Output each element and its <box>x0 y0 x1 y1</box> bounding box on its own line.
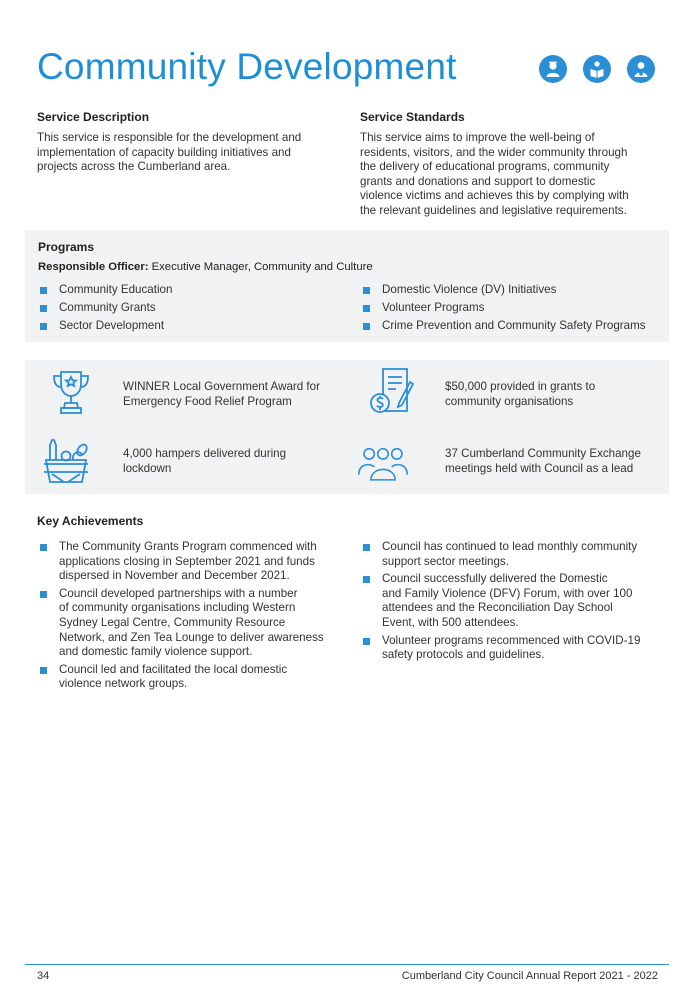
page-number: 34 <box>37 970 50 982</box>
grant-document-icon <box>365 365 417 417</box>
trophy-icon <box>45 366 97 418</box>
list-item: Community Grants <box>38 301 172 316</box>
person-icon <box>539 55 567 83</box>
hamper-basket-icon <box>40 436 92 488</box>
page-title: Community Development <box>37 46 457 87</box>
list-item: The Community Grants Program commenced with applications closing in September 2021 and funds dispersed in November and December 2021. <box>38 540 338 584</box>
stat-meetings-text: 37 Cumberland Community Exchange meetings held with Council as a lead <box>445 447 641 475</box>
programs-list-right <box>361 283 646 337</box>
programs-panel <box>25 230 669 342</box>
person-badge-icon <box>627 55 655 83</box>
group-people-icon <box>357 440 409 492</box>
list-item: Council developed partnerships with a number of community organisations including Western Sydney Legal Centre, Community Resource Network, and Zen Tea Lounge to deliver awareness and domestic family violence support. <box>38 587 338 660</box>
reading-person-icon <box>583 55 611 83</box>
stats-panel <box>25 360 669 494</box>
key-achievements-heading: Key Achievements <box>37 514 144 528</box>
responsible-officer: Responsible Officer: Executive Manager, Community and Culture <box>38 261 373 273</box>
report-title: Cumberland City Council Annual Report 2021 - 2022 <box>401 970 658 982</box>
list-item: Council successfully delivered the Domestic and Family Violence (DFV) Forum, with over 100 attendees and the Reconciliation Day School Event, with 500 attendees. <box>361 572 671 630</box>
service-description-text: This service is responsible for the development and implementation of capacity building initiatives and projects across the Cumberland area. <box>37 131 302 174</box>
list-item: Crime Prevention and Community Safety Programs <box>361 319 646 334</box>
stat-award-text: WINNER Local Government Award for Emergency Food Relief Program <box>123 380 320 408</box>
programs-list-left <box>38 283 172 337</box>
list-item: Council led and facilitated the local domestic violence network groups. <box>38 663 338 692</box>
achievements-list-left <box>38 540 338 695</box>
list-item: Council has continued to lead monthly community support sector meetings. <box>361 540 671 569</box>
list-item: Domestic Violence (DV) Initiatives <box>361 283 646 298</box>
list-item: Volunteer Programs <box>361 301 646 316</box>
stat-grants-text: $50,000 provided in grants to community organisations <box>445 380 596 408</box>
footer-divider <box>25 964 669 965</box>
list-item: Volunteer programs recommenced with COVID-19 safety protocols and guidelines. <box>361 634 671 663</box>
service-standards-heading: Service Standards <box>360 110 465 124</box>
service-standards-text: This service aims to improve the well-being of residents, visitors, and the wider community through the delivery of educational programs, community grants and donations and support to domestic violence victims and achieves this by complying with the relevant guidelines and legislative requirements. <box>360 131 629 217</box>
list-item: Sector Development <box>38 319 172 334</box>
stat-hampers-text: 4,000 hampers delivered during lockdown <box>123 447 287 475</box>
header-icons <box>539 55 655 83</box>
list-item: Community Education <box>38 283 172 298</box>
service-description-heading: Service Description <box>37 110 150 124</box>
programs-heading: Programs <box>38 240 95 254</box>
achievements-list-right <box>361 540 671 666</box>
